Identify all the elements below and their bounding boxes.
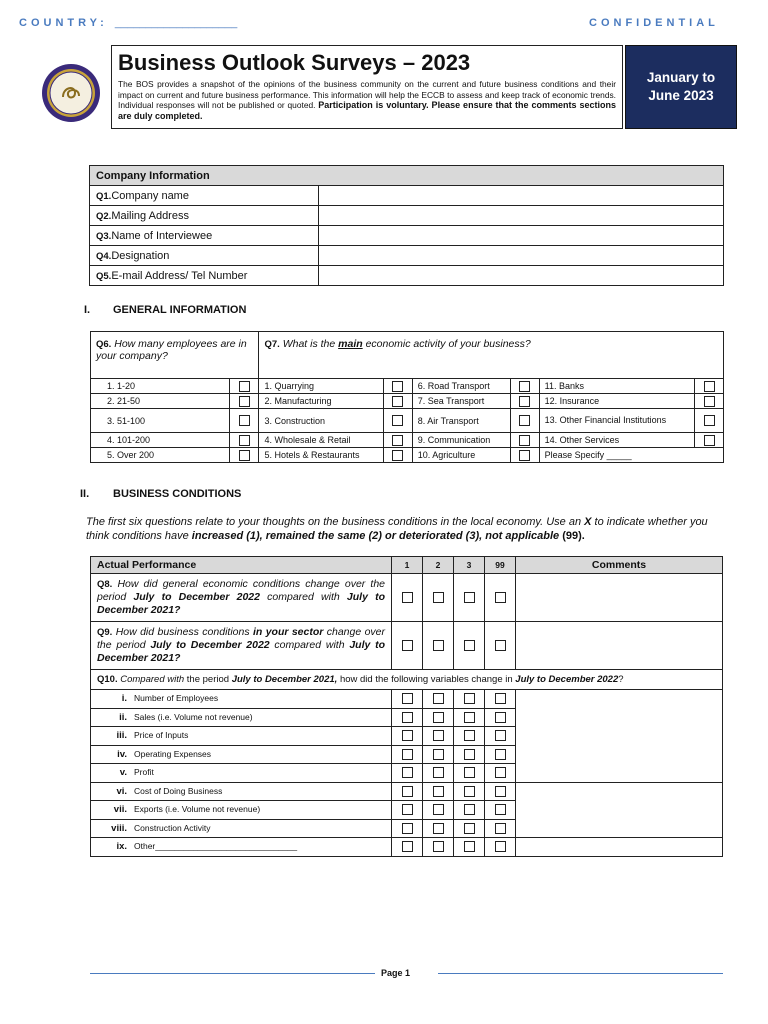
checkbox[interactable] <box>519 396 530 407</box>
company-info-table <box>89 165 724 286</box>
section-i-title: GENERAL INFORMATION <box>113 304 247 316</box>
checkbox[interactable] <box>392 450 403 461</box>
checkbox[interactable] <box>402 730 413 741</box>
checkbox[interactable] <box>239 450 250 461</box>
q9-part: How did business conditions <box>115 626 250 638</box>
employees-option: 5. Over 200 <box>91 448 230 463</box>
checkbox[interactable] <box>433 592 444 603</box>
checkbox[interactable] <box>433 841 444 852</box>
checkbox[interactable] <box>402 693 413 704</box>
checkbox[interactable] <box>402 841 413 852</box>
variable-label: Operating Expenses <box>134 748 212 759</box>
checkbox[interactable] <box>519 450 530 461</box>
instr-part: to indicate whether you think conditions have <box>86 516 708 542</box>
table-row <box>91 394 724 409</box>
employees-option: 3. 51-100 <box>91 409 230 433</box>
q10-text <box>91 670 723 690</box>
q9-number: Q9. <box>97 627 113 638</box>
activity-option: 10. Agriculture <box>412 448 510 463</box>
q9-text <box>91 622 392 670</box>
checkbox[interactable] <box>433 712 444 723</box>
q10-end: ? <box>618 674 624 685</box>
checkbox[interactable] <box>464 592 475 603</box>
table-row <box>91 433 724 448</box>
checkbox[interactable] <box>402 592 413 603</box>
checkbox[interactable] <box>519 435 530 446</box>
header-col: 1 <box>392 557 423 574</box>
please-specify-field[interactable]: Please Specify _____ <box>539 448 723 463</box>
footer-rule-left <box>90 973 375 974</box>
question-number: Q1. <box>96 190 112 202</box>
checkbox[interactable] <box>519 415 530 426</box>
activity-option: 5. Hotels & Restaurants <box>259 448 383 463</box>
q8-part: How did general economic conditions change over the period <box>97 578 385 603</box>
checkbox[interactable] <box>433 730 444 741</box>
q10-bold: July to December 2021, <box>231 674 338 685</box>
checkbox[interactable] <box>433 823 444 834</box>
q8-part: compared with <box>267 591 340 603</box>
q9-bold: July to December 2021? <box>97 639 385 664</box>
interviewee-field[interactable] <box>319 226 724 246</box>
question-label: Name of Interviewee <box>111 229 213 242</box>
checkbox[interactable] <box>519 381 530 392</box>
question-number: Q3. <box>96 230 112 242</box>
variable-label: Number of Employees <box>134 693 219 704</box>
checkbox[interactable] <box>433 693 444 704</box>
checkbox[interactable] <box>402 767 413 778</box>
q6-text: How many employees are in your company? <box>96 338 247 362</box>
employees-option: 2. 21-50 <box>91 394 230 409</box>
q9-bold: in your sector <box>252 626 324 638</box>
activity-option: 6. Road Transport <box>412 379 510 394</box>
business-conditions-table <box>90 556 723 857</box>
q10-bold: July to December 2022 <box>515 674 619 685</box>
variable-number: v. <box>119 767 127 779</box>
variable-label-other[interactable]: Other______________________________ <box>134 841 298 852</box>
checkbox[interactable] <box>392 435 403 446</box>
eccb-seal-logo <box>41 63 101 123</box>
section-ii-number: II. <box>80 488 90 500</box>
q6-number: Q6. <box>96 339 112 350</box>
checkbox[interactable] <box>402 804 413 815</box>
checkbox[interactable] <box>464 841 475 852</box>
q10-part: Compared with <box>120 674 185 685</box>
checkbox[interactable] <box>464 823 475 834</box>
checkbox[interactable] <box>704 396 715 407</box>
section-ii-instructions <box>86 515 726 543</box>
checkbox[interactable] <box>464 749 475 760</box>
checkbox[interactable] <box>464 730 475 741</box>
employees-option: 1. 1-20 <box>91 379 230 394</box>
employees-option: 4. 101-200 <box>91 433 230 448</box>
q9-row <box>91 622 723 670</box>
activity-option: 12. Insurance <box>539 394 694 409</box>
q8-bold: July to December 2022 <box>133 591 260 603</box>
table-row <box>91 409 724 433</box>
checkbox[interactable] <box>464 804 475 815</box>
variable-number: viii. <box>111 822 127 834</box>
checkbox[interactable] <box>402 712 413 723</box>
question-label: Company name <box>111 189 189 202</box>
q8-bold: July to December 2021? <box>97 591 386 616</box>
mailing-address-field[interactable] <box>319 206 724 226</box>
checkbox[interactable] <box>704 415 715 426</box>
instr-part: The first six questions relate to your thoughts on the business conditions in the local economy. Use an <box>86 516 582 528</box>
q7-cell <box>259 332 724 379</box>
q7-number: Q7. <box>264 339 280 350</box>
checkbox[interactable] <box>402 640 413 651</box>
survey-title: Business Outlook Surveys – 2023 <box>118 50 471 75</box>
checkbox[interactable] <box>239 415 250 426</box>
confidential-label: CONFIDENTIAL <box>589 17 719 29</box>
table-row <box>91 690 723 709</box>
variable-number: iv. <box>117 748 127 760</box>
instr-bold: increased (1), remained the same (2) or deteriorated (3), not applicable <box>191 530 560 542</box>
checkbox[interactable] <box>392 415 403 426</box>
q10-row <box>91 670 723 690</box>
designation-field[interactable] <box>319 246 724 266</box>
q10-part: the period <box>186 674 230 685</box>
variable-label: Profit <box>134 767 154 778</box>
section-ii-title: BUSINESS CONDITIONS <box>113 488 242 500</box>
variable-label: Sales (i.e. Volume not revenue) <box>134 711 253 722</box>
table-row <box>90 226 724 246</box>
checkbox[interactable] <box>392 381 403 392</box>
intro-bold: Participation is voluntary. Please ensure that the comments sections are duly completed. <box>118 100 616 121</box>
checkbox[interactable] <box>433 786 444 797</box>
country-blank[interactable]: ____________________ <box>114 17 238 29</box>
q10-comments-field-b[interactable] <box>516 782 723 838</box>
activity-option: 2. Manufacturing <box>259 394 383 409</box>
checkbox[interactable] <box>392 396 403 407</box>
variable-number: iii. <box>116 730 127 742</box>
checkbox[interactable] <box>464 712 475 723</box>
survey-period <box>625 45 737 129</box>
q8-number: Q8. <box>97 579 113 590</box>
activity-option: 14. Other Services <box>539 433 694 448</box>
header-col: 3 <box>454 557 485 574</box>
checkbox[interactable] <box>402 749 413 760</box>
checkbox[interactable] <box>464 693 475 704</box>
question-number: Q2. <box>96 210 112 222</box>
q9-comments-field[interactable] <box>516 622 723 670</box>
country-label-text: COUNTRY: <box>19 17 108 29</box>
checkbox[interactable] <box>495 712 506 723</box>
checkbox[interactable] <box>495 592 506 603</box>
checkbox[interactable] <box>464 786 475 797</box>
survey-intro <box>118 79 616 121</box>
checkbox[interactable] <box>704 381 715 392</box>
q9-part: compared with <box>274 639 345 651</box>
header-actual-performance: Actual Performance <box>91 557 392 574</box>
table-row <box>91 838 723 857</box>
checkbox[interactable] <box>495 749 506 760</box>
question-number: Q5. <box>96 270 112 282</box>
header-col: 2 <box>423 557 454 574</box>
country-label <box>19 17 237 29</box>
checkbox[interactable] <box>495 823 506 834</box>
q10-part: how did the following variables change in <box>339 674 513 685</box>
intro-text: The BOS provides a snapshot of the opinions of the business community on the current and future business conditions and their impact on current and future business performance. This information will help the ECCB to assess and keep track of economic trends. Individual responses will not be published or quoted. <box>118 79 616 111</box>
checkbox[interactable] <box>433 749 444 760</box>
checkbox[interactable] <box>495 693 506 704</box>
checkbox[interactable] <box>495 804 506 815</box>
instr-x: X <box>584 516 592 528</box>
page-number: Page 1 <box>381 968 411 978</box>
period-line1: January to <box>646 70 716 85</box>
checkbox[interactable] <box>402 823 413 834</box>
survey-title-box <box>111 45 623 129</box>
checkbox[interactable] <box>495 786 506 797</box>
table-row <box>91 448 724 463</box>
activity-option: 8. Air Transport <box>412 409 510 433</box>
q9-part: change over the period <box>97 626 386 651</box>
q10-comments-field-c[interactable] <box>516 838 723 857</box>
q7-pre: What is the <box>282 338 336 350</box>
checkbox[interactable] <box>495 730 506 741</box>
table-row <box>91 782 723 801</box>
variable-number: i. <box>121 693 127 705</box>
checkbox[interactable] <box>495 841 506 852</box>
q8-text <box>91 574 392 622</box>
table-row <box>90 186 724 206</box>
checkbox[interactable] <box>495 767 506 778</box>
question-label: E-mail Address/ Tel Number <box>111 269 248 282</box>
checkbox[interactable] <box>464 640 475 651</box>
q8-comments-field[interactable] <box>516 574 723 622</box>
activity-option: 4. Wholesale & Retail <box>259 433 383 448</box>
checkbox[interactable] <box>239 381 250 392</box>
variable-label: Price of Inputs <box>134 730 189 741</box>
question-label: Mailing Address <box>111 209 189 222</box>
table-header <box>91 557 723 574</box>
variable-number: ix. <box>116 841 127 853</box>
activity-option: 7. Sea Transport <box>412 394 510 409</box>
section-i-number: I. <box>84 304 91 316</box>
company-name-field[interactable] <box>319 186 724 206</box>
table-row <box>90 266 724 286</box>
q8-row <box>91 574 723 622</box>
variable-label: Exports (i.e. Volume not revenue) <box>134 804 261 815</box>
activity-option: 11. Banks <box>539 379 694 394</box>
checkbox[interactable] <box>704 435 715 446</box>
variable-label: Cost of Doing Business <box>134 785 223 796</box>
q7-post: economic activity of your business? <box>365 338 531 350</box>
question-label: Designation <box>111 249 170 262</box>
checkbox[interactable] <box>464 767 475 778</box>
instr-end: (99). <box>562 530 585 542</box>
general-info-table <box>90 331 724 463</box>
activity-option: 3. Construction <box>259 409 383 433</box>
checkbox[interactable] <box>433 767 444 778</box>
q10-number: Q10. <box>97 674 118 685</box>
q6-cell <box>91 332 259 379</box>
question-number: Q4. <box>96 250 112 262</box>
checkbox[interactable] <box>433 640 444 651</box>
footer-rule-right <box>438 973 723 974</box>
q10-comments-field-a[interactable] <box>516 690 723 783</box>
header-col: 99 <box>485 557 516 574</box>
variable-number: ii. <box>119 711 127 723</box>
company-info-heading: Company Information <box>90 166 724 186</box>
checkbox[interactable] <box>495 640 506 651</box>
checkbox[interactable] <box>433 804 444 815</box>
q9-bold: July to December 2022 <box>150 639 270 651</box>
table-row <box>91 379 724 394</box>
checkbox[interactable] <box>402 786 413 797</box>
period-line2: June 2023 <box>648 88 714 103</box>
q7-main: main <box>338 338 363 350</box>
table-row <box>90 206 724 226</box>
table-row <box>90 246 724 266</box>
activity-option: 13. Other Financial Institutions <box>539 409 694 433</box>
variable-label: Construction Activity <box>134 822 211 833</box>
activity-option: 1. Quarrying <box>259 379 383 394</box>
email-tel-field[interactable] <box>319 266 724 286</box>
variable-number: vi. <box>116 785 127 797</box>
variable-number: vii. <box>113 804 127 816</box>
activity-option: 9. Communication <box>412 433 510 448</box>
header-comments: Comments <box>516 557 723 574</box>
checkbox[interactable] <box>239 396 250 407</box>
checkbox[interactable] <box>239 435 250 446</box>
